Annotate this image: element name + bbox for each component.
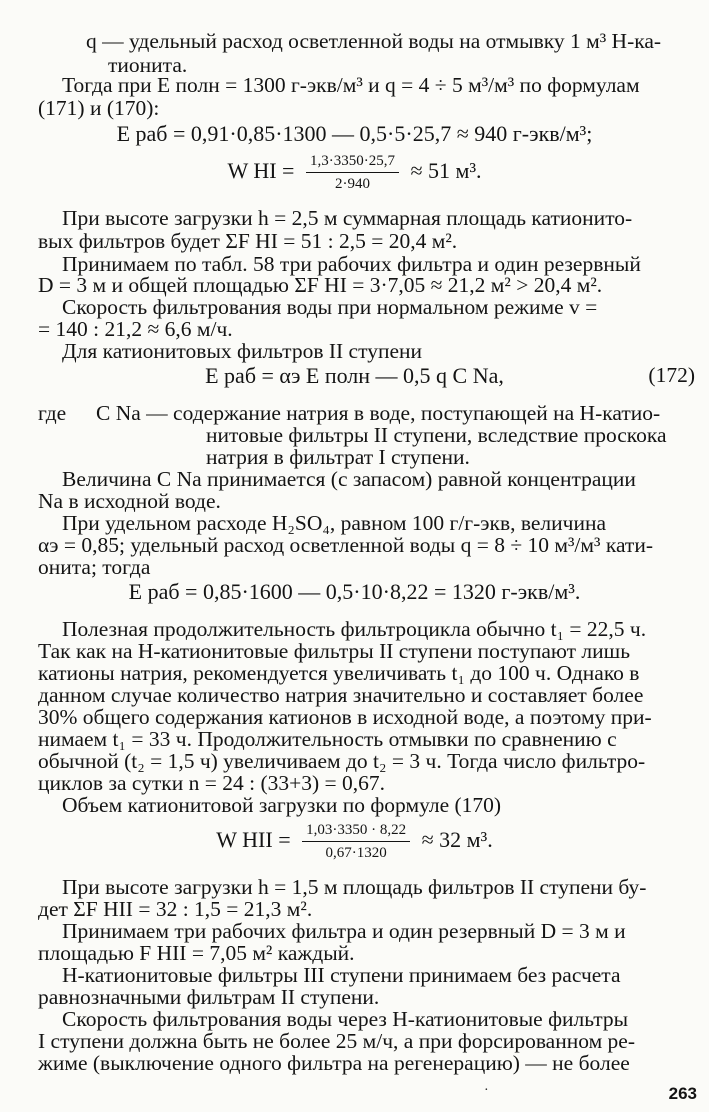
text-line: (171) и (170): bbox=[38, 96, 160, 120]
text-line: вых фильтров будет ΣF HI = 51 : 2,5 = 20,4 м². bbox=[38, 229, 458, 253]
text-line: Принимаем три рабочих фильтра и один резервный D = 3 м и bbox=[62, 919, 626, 943]
text-line: площадью F HII = 7,05 м² каждый. bbox=[38, 941, 355, 965]
equation-4-lhs: W HII = bbox=[216, 827, 291, 852]
text-line: Величина C Na принимается (с запасом) равной концентрации bbox=[62, 467, 636, 491]
text-line: дет ΣF HII = 32 : 1,5 = 21,3 м². bbox=[38, 897, 313, 921]
equation-1: E раб = 0,91·0,85·1300 — 0,5·5·25,7 ≈ 940 г-экв/м³; bbox=[116, 121, 593, 146]
text-line: нимаем t₁ = 33 ч. Продолжительность отмывки по сравнению с bbox=[38, 727, 617, 751]
text-line: При высоте загрузки h = 1,5 м площадь фильтров II ступени бу- bbox=[62, 875, 647, 899]
text-line: Принимаем по табл. 58 три рабочих фильтра и один резервный bbox=[62, 252, 641, 276]
text-line: катионы натрия, рекомендуется увеличивать t₁ до 100 ч. Однако в bbox=[38, 661, 640, 685]
text-line: нитовые фильтры II ступени, вследствие проскока bbox=[206, 423, 667, 447]
equation-4-numerator: 1,03·3350 · 8,22 bbox=[302, 821, 410, 842]
equation-2-fraction bbox=[306, 152, 399, 193]
text-line: жиме (выключение одного фильтра на регенерацию) — не более bbox=[38, 1051, 630, 1075]
text-line: Скорость фильтрования воды при нормальном режиме v = bbox=[62, 295, 598, 319]
equation-number: (172) bbox=[648, 363, 695, 387]
text-line: Тогда при E полн = 1300 г-экв/м³ и q = 4 ÷ 5 м³/м³ по формулам bbox=[62, 73, 640, 97]
equation-4-fraction bbox=[302, 821, 410, 862]
text-line: Объем катионитовой загрузки по формуле (170) bbox=[62, 793, 502, 817]
text-line: D = 3 м и общей площадью ΣF HI = 3·7,05 ≈ 21,2 м² > 20,4 м². bbox=[38, 273, 603, 297]
text-line: Н-катионитовые фильтры III ступени принимаем без расчета bbox=[62, 963, 621, 987]
text-line: C Na — содержание натрия в воде, поступающей на Н-катио- bbox=[96, 401, 661, 425]
text-line: При высоте загрузки h = 2,5 м суммарная площадь катионито- bbox=[62, 206, 633, 230]
text-line: Для катионитовых фильтров II ступени bbox=[62, 339, 423, 363]
equation-3: E раб = 0,85·1600 — 0,5·10·8,22 = 1320 г-экв/м³. bbox=[128, 579, 581, 604]
text-line: циклов за сутки n = 24 : (33+3) = 0,67. bbox=[38, 771, 386, 795]
equation-4-rhs: ≈ 32 м³. bbox=[421, 827, 493, 852]
text-line: q — удельный расход осветленной воды на отмывку 1 м³ Н-ка- bbox=[86, 29, 662, 53]
text-line: данном случае количество натрия значительно и составляет более bbox=[38, 683, 644, 707]
text-line: Na в исходной воде. bbox=[38, 489, 221, 513]
text-line: Полезная продолжительность фильтроцикла обычно t₁ = 22,5 ч. bbox=[62, 617, 647, 641]
text-line: Так как на Н-катионитовые фильтры II ступени поступают лишь bbox=[38, 639, 631, 663]
stray-mark: · bbox=[484, 1083, 489, 1098]
text-line: = 140 : 21,2 ≈ 6,6 м/ч. bbox=[38, 317, 233, 341]
text-line: тионита. bbox=[108, 53, 188, 77]
equation-172: E раб = αэ E полн — 0,5 q C Na, bbox=[205, 363, 504, 388]
equation-2-lhs: W HI = bbox=[227, 158, 295, 183]
text-line: обычной (t₂ = 1,5 ч) увеличиваем до t₂ = 3 ч. Тогда число фильтро- bbox=[38, 749, 646, 773]
equation-2-denominator: 2·940 bbox=[334, 176, 370, 193]
equation-2-rhs: ≈ 51 м³. bbox=[410, 158, 482, 183]
text-line: 30% общего содержания катионов в исходной воде, а поэтому при- bbox=[38, 705, 652, 729]
text-line: При удельном расходе H₂SO₄, равном 100 г/г-экв, величина bbox=[62, 511, 607, 535]
text-line: натрия в фильтрат I ступени. bbox=[206, 445, 470, 469]
text-line: αэ = 0,85; удельный расход осветленной воды q = 8 ÷ 10 м³/м³ кати- bbox=[38, 533, 653, 557]
page-number: 263 bbox=[668, 1084, 697, 1103]
text-line: онита; тогда bbox=[38, 555, 151, 579]
equation-2-numerator: 1,3·3350·25,7 bbox=[306, 152, 399, 173]
equation-4-denominator: 0,67·1320 bbox=[325, 845, 387, 862]
text-line: I ступени должна быть не более 25 м/ч, а при форсированном ре- bbox=[38, 1029, 636, 1053]
equation-2 bbox=[0, 146, 709, 196]
equation-4 bbox=[0, 815, 709, 865]
text-line: равнозначными фильтрам II ступени. bbox=[38, 985, 380, 1009]
text-line: Скорость фильтрования воды через Н-катионитовые фильтры bbox=[62, 1007, 629, 1031]
where-label: где bbox=[38, 401, 67, 425]
